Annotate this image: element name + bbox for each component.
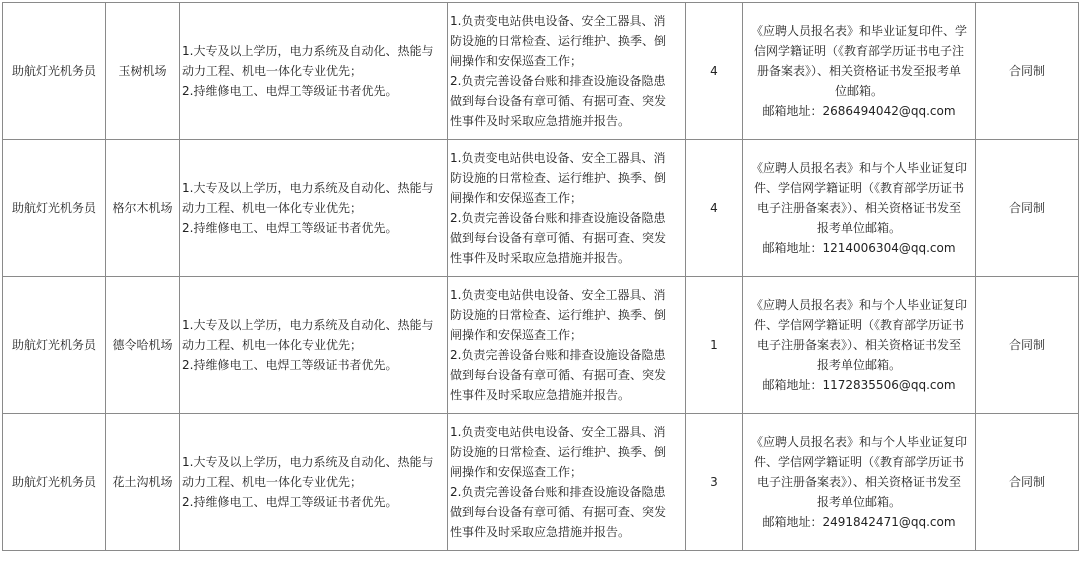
email-line [745, 375, 973, 395]
duties-cell [448, 140, 686, 277]
requirement-line: 1.大专及以上学历，电力系统及自动化、热能与 [182, 44, 434, 58]
duty-line: 1.负责变电站供电设备、安全工器具、消 [450, 151, 666, 165]
email-label: 邮箱地址： [762, 515, 823, 529]
requirement-line: 动力工程、机电一体化专业优先； [182, 338, 363, 352]
email-label: 邮箱地址： [762, 241, 823, 255]
table-row [3, 140, 1079, 277]
table-row [3, 277, 1079, 414]
email-label: 邮箱地址： [762, 104, 823, 118]
duty-line: 2.负责完善设备台账和排查设施设备隐患 [450, 348, 666, 362]
table-row [3, 414, 1079, 551]
duty-line: 做到每台设备有章可循、有据可查、突发 [450, 505, 667, 519]
email-line [745, 512, 973, 532]
application-line: 电子注册备案表》）、相关资格证书发至 [756, 475, 961, 489]
duty-line: 做到每台设备有章可循、有据可查、突发 [450, 94, 667, 108]
requirement-line: 2.持维修电工、电焊工等级证书者优先。 [182, 84, 398, 98]
requirements-cell [180, 414, 448, 551]
requirement-line: 2.持维修电工、电焊工等级证书者优先。 [182, 495, 398, 509]
requirement-line: 动力工程、机电一体化专业优先； [182, 475, 363, 489]
application-cell [743, 3, 976, 140]
position-cell: 助航灯光机务员 [3, 414, 106, 551]
headcount-cell: 4 [686, 3, 743, 140]
headcount-cell: 3 [686, 414, 743, 551]
duty-line: 闸操作和安保巡查工作； [450, 328, 583, 342]
contract-cell: 合同制 [976, 277, 1079, 414]
email-line [745, 238, 973, 258]
requirement-line: 1.大专及以上学历，电力系统及自动化、热能与 [182, 455, 434, 469]
application-line: 件、学信网学籍证明（《教育部学历证书 [753, 181, 964, 195]
application-line: 电子注册备案表》）、相关资格证书发至 [756, 201, 961, 215]
position-cell: 助航灯光机务员 [3, 3, 106, 140]
email-line [745, 101, 973, 121]
duty-line: 性事件及时采取应急措施并报告。 [450, 114, 631, 128]
application-line: 电子注册备案表》）、相关资格证书发至 [756, 338, 961, 352]
requirement-line: 动力工程、机电一体化专业优先； [182, 201, 363, 215]
application-cell [743, 140, 976, 277]
duty-line: 防设施的日常检查、运行维护、换季、倒 [450, 34, 667, 48]
duty-line: 性事件及时采取应急措施并报告。 [450, 388, 631, 402]
duty-line: 性事件及时采取应急措施并报告。 [450, 251, 631, 265]
contract-cell: 合同制 [976, 3, 1079, 140]
requirement-line: 1.大专及以上学历，电力系统及自动化、热能与 [182, 318, 434, 332]
application-line: 《应聘人员报名表》和毕业证复印件、学 [750, 24, 967, 38]
airport-cell: 德令哈机场 [106, 277, 180, 414]
contract-cell: 合同制 [976, 414, 1079, 551]
duty-line: 防设施的日常检查、运行维护、换季、倒 [450, 445, 667, 459]
duty-line: 2.负责完善设备台账和排查设施设备隐患 [450, 211, 666, 225]
application-line: 报考单位邮箱。 [816, 221, 901, 235]
duty-line: 防设施的日常检查、运行维护、换季、倒 [450, 171, 667, 185]
application-cell [743, 414, 976, 551]
contract-cell: 合同制 [976, 140, 1079, 277]
table-row [3, 3, 1079, 140]
position-cell: 助航灯光机务员 [3, 277, 106, 414]
requirements-cell [180, 3, 448, 140]
requirements-cell [180, 140, 448, 277]
application-line: 册备案表》）、相关资格证书发至报考单 [756, 64, 961, 78]
duty-line: 1.负责变电站供电设备、安全工器具、消 [450, 288, 666, 302]
application-line: 件、学信网学籍证明（《教育部学历证书 [753, 455, 964, 469]
airport-cell: 格尔木机场 [106, 140, 180, 277]
requirements-cell [180, 277, 448, 414]
requirement-line: 2.持维修电工、电焊工等级证书者优先。 [182, 221, 398, 235]
email-address: 2491842471@qq.com [822, 515, 956, 529]
duty-line: 做到每台设备有章可循、有据可查、突发 [450, 368, 667, 382]
application-cell [743, 277, 976, 414]
duty-line: 闸操作和安保巡查工作； [450, 54, 583, 68]
duty-line: 1.负责变电站供电设备、安全工器具、消 [450, 425, 666, 439]
application-line: 《应聘人员报名表》和与个人毕业证复印 [750, 435, 967, 449]
email-address: 1214006304@qq.com [822, 241, 956, 255]
requirement-line: 2.持维修电工、电焊工等级证书者优先。 [182, 358, 398, 372]
duty-line: 2.负责完善设备台账和排查设施设备隐患 [450, 74, 666, 88]
airport-cell: 花土沟机场 [106, 414, 180, 551]
duty-line: 1.负责变电站供电设备、安全工器具、消 [450, 14, 666, 28]
email-label: 邮箱地址： [762, 378, 823, 392]
duties-cell [448, 277, 686, 414]
duty-line: 2.负责完善设备台账和排查设施设备隐患 [450, 485, 666, 499]
duty-line: 闸操作和安保巡查工作； [450, 465, 583, 479]
requirement-line: 动力工程、机电一体化专业优先； [182, 64, 363, 78]
headcount-cell: 1 [686, 277, 743, 414]
recruitment-table [2, 2, 1079, 551]
application-line: 信网学籍证明（《教育部学历证书电子注 [753, 44, 964, 58]
requirement-line: 1.大专及以上学历，电力系统及自动化、热能与 [182, 181, 434, 195]
duty-line: 性事件及时采取应急措施并报告。 [450, 525, 631, 539]
duty-line: 做到每台设备有章可循、有据可查、突发 [450, 231, 667, 245]
application-line: 报考单位邮箱。 [816, 495, 901, 509]
application-line: 报考单位邮箱。 [816, 358, 901, 372]
duties-cell [448, 3, 686, 140]
duty-line: 闸操作和安保巡查工作； [450, 191, 583, 205]
airport-cell: 玉树机场 [106, 3, 180, 140]
email-address: 1172835506@qq.com [822, 378, 956, 392]
application-line: 位邮箱。 [834, 84, 883, 98]
position-cell: 助航灯光机务员 [3, 140, 106, 277]
application-line: 《应聘人员报名表》和与个人毕业证复印 [750, 161, 967, 175]
headcount-cell: 4 [686, 140, 743, 277]
duties-cell [448, 414, 686, 551]
email-address: 2686494042@qq.com [822, 104, 956, 118]
application-line: 《应聘人员报名表》和与个人毕业证复印 [750, 298, 967, 312]
duty-line: 防设施的日常检查、运行维护、换季、倒 [450, 308, 667, 322]
application-line: 件、学信网学籍证明（《教育部学历证书 [753, 318, 964, 332]
